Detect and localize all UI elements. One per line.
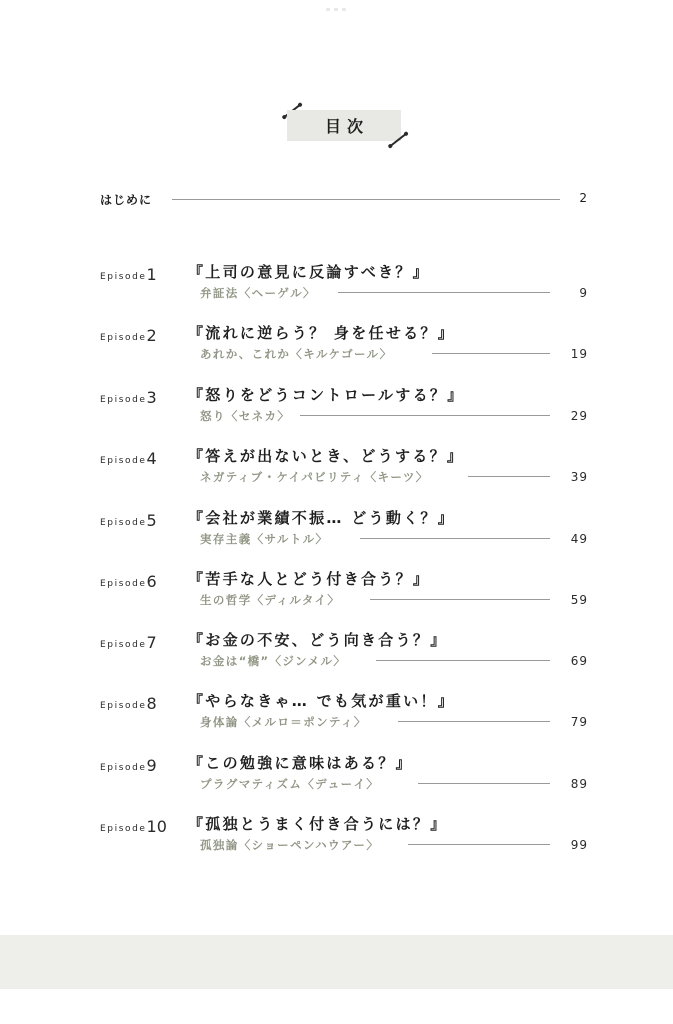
episode-subtitle: ネガティブ・ケイパビリティ〈キーツ〉 — [200, 470, 429, 484]
toc-leader-line — [376, 660, 550, 661]
episode-label: Episode9 — [100, 756, 157, 775]
episode-page: 99 — [570, 838, 588, 852]
episode-label: Episode1 — [100, 265, 157, 284]
episode-subtitle: 怒り〈セネカ〉 — [200, 409, 291, 423]
toc-entry-9[interactable] — [100, 752, 588, 794]
toc-leader-line — [338, 292, 550, 293]
toc-entry-7[interactable] — [100, 629, 588, 671]
toc-entry-2[interactable] — [100, 322, 588, 364]
toc-entry-6[interactable] — [100, 568, 588, 610]
toc-entry-1[interactable] — [100, 261, 588, 303]
episode-label: Episode7 — [100, 633, 157, 652]
episode-title: 『お金の不安、どう向き合う？』 — [188, 631, 448, 649]
episode-subtitle: 弁証法〈ヘーゲル〉 — [200, 286, 316, 300]
episode-page: 69 — [570, 654, 588, 668]
episode-label: Episode6 — [100, 572, 157, 591]
episode-page: 89 — [570, 777, 588, 791]
episode-subtitle: 孤独論〈ショーペンハウアー〉 — [200, 838, 380, 852]
episode-label: Episode3 — [100, 388, 157, 407]
episode-page: 9 — [579, 286, 588, 300]
episode-title: 『答えが出ないとき、どうする？』 — [188, 447, 465, 465]
episode-page: 79 — [570, 715, 588, 729]
episode-page: 39 — [570, 470, 588, 484]
toc-leader-line — [398, 721, 550, 722]
toc-leader-line — [408, 844, 550, 845]
episode-subtitle: 生の哲学〈ディルタイ〉 — [200, 593, 341, 607]
episode-label: Episode2 — [100, 326, 157, 345]
toc-leader-line — [468, 476, 550, 477]
footer-band — [0, 935, 673, 989]
episode-title: 『孤独とうまく付き合うには？』 — [188, 815, 448, 833]
episode-subtitle: お金は“橋”〈ジンメル〉 — [200, 654, 347, 668]
toc-entry-8[interactable] — [100, 690, 588, 732]
episode-page: 49 — [570, 532, 588, 546]
episode-title: 『やらなきゃ… でも気が重い！』 — [188, 692, 456, 710]
toc-leader-line — [370, 599, 550, 600]
episode-title: 『苦手な人とどう付き合う？』 — [188, 570, 431, 588]
toc-entry-3[interactable] — [100, 384, 588, 426]
toc-intro-row[interactable] — [100, 191, 588, 209]
episode-subtitle: 身体論〈メルロ＝ポンティ〉 — [200, 715, 367, 729]
toc-leader-line — [300, 415, 550, 416]
toc-leader-line — [432, 353, 550, 354]
episode-subtitle: あれか、これか〈キルケゴール〉 — [200, 347, 393, 361]
episode-label: Episode5 — [100, 511, 157, 530]
toc-intro-page: 2 — [579, 191, 588, 205]
episode-page: 19 — [570, 347, 588, 361]
episode-title: 『上司の意見に反論すべき？』 — [188, 263, 430, 281]
episode-subtitle: 実存主義〈サルトル〉 — [200, 532, 329, 546]
episode-title: 『この勉強に意味はある？』 — [188, 754, 413, 772]
page-title: 目次 — [287, 110, 401, 141]
toc-entry-5[interactable] — [100, 507, 588, 549]
episode-label: Episode8 — [100, 694, 157, 713]
page-top-mark — [326, 8, 346, 11]
episode-title: 『流れに逆らう？ 身を任せる？』 — [188, 324, 456, 342]
episode-title: 『会社が業績不振… どう動く？』 — [188, 509, 456, 527]
episode-label: Episode10 — [100, 817, 167, 836]
toc-leader-line — [418, 783, 550, 784]
episode-title: 『怒りをどうコントロールする？』 — [188, 386, 465, 404]
toc-intro-label: はじめに — [100, 193, 153, 207]
toc-entry-4[interactable] — [100, 445, 588, 487]
episode-subtitle: プラグマティズム〈デューイ〉 — [200, 777, 380, 791]
episode-page: 29 — [570, 409, 588, 423]
toc-entry-10[interactable] — [100, 813, 588, 855]
toc-leader-line — [172, 199, 560, 200]
toc-leader-line — [360, 538, 550, 539]
episode-label: Episode4 — [100, 449, 157, 468]
episode-page: 59 — [570, 593, 588, 607]
